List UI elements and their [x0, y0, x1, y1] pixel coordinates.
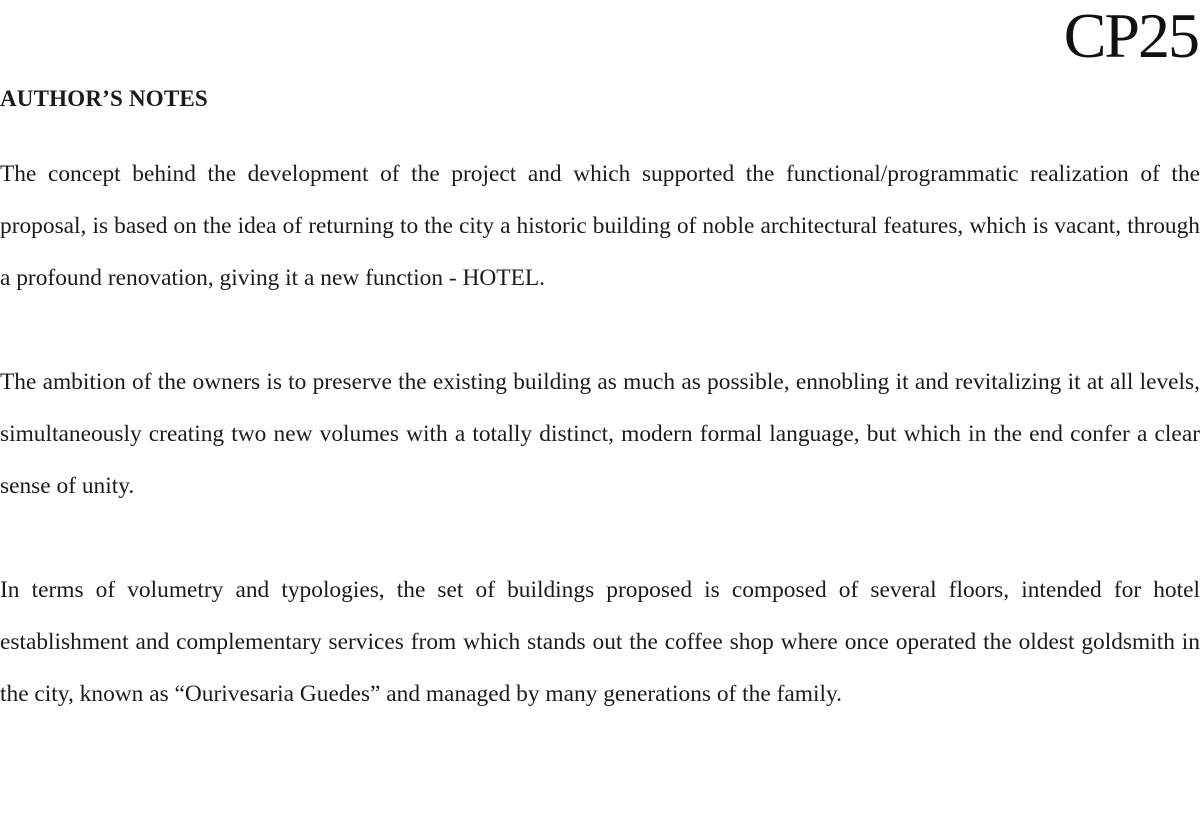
brand-logo-text: CP25: [1063, 0, 1198, 71]
paragraph-ambition: The ambition of the owners is to preserve the existing building as much as possible, ennobling it and revitalizing it at all levels, simultaneously creating two new volumes with a totally distinct, modern formal language, but which in the end confer a clear sense of unity.: [0, 369, 1200, 499]
section-heading: AUTHOR’S NOTES: [0, 86, 208, 111]
paragraph-concept: The concept behind the development of the project and which supported the functional/programmatic realization of the proposal, is based on the idea of returning to the city a historic building of noble architectural features, which is vacant, through a profound renovation, giving it a new function - HOTEL.: [0, 161, 1200, 291]
paragraph-volumetry: In terms of volumetry and typologies, the set of buildings proposed is composed of several floors, intended for hotel establishment and complementary services from which stands out the coffee shop where once operated the oldest goldsmith in the city, known as “Ourivesaria Guedes” and managed by many generations of the family.: [0, 577, 1200, 707]
document-body: [0, 148, 1200, 772]
brand-logo: [1063, 0, 1198, 71]
